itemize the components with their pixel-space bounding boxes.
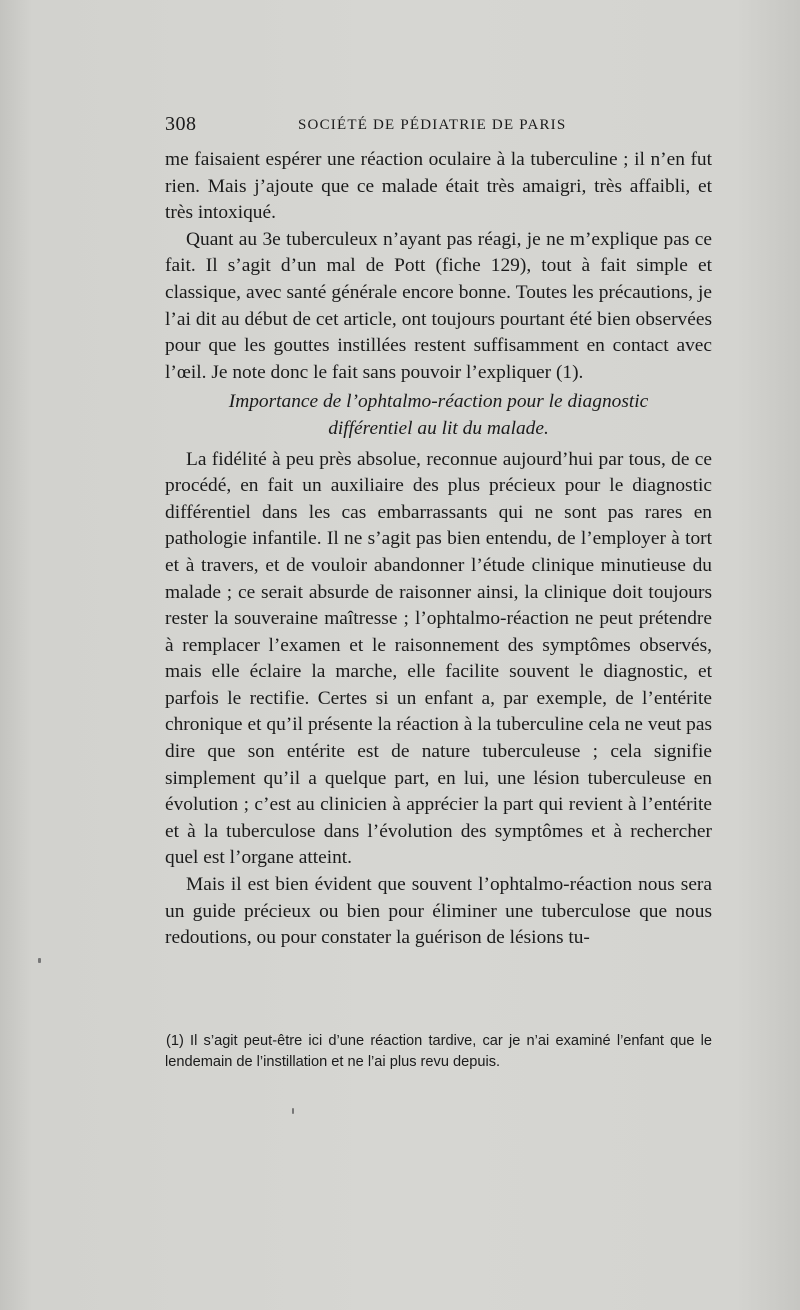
section-heading — [165, 389, 712, 442]
section-heading-line-2: différentiel au lit du malade. — [328, 417, 549, 439]
scan-speck — [38, 958, 41, 963]
footnote: (1) Il s’agit peut-être ici d’une réaction tardive, car je n’ai examiné l’enfant que le lendemain de l’instillation et ne l’ai plus revu depuis. — [165, 1033, 712, 1070]
page-number: 308 — [165, 113, 197, 135]
scan-speck — [292, 1108, 294, 1114]
body-text — [165, 147, 712, 952]
running-title: SOCIÉTÉ DE PÉDIATRIE DE PARIS — [298, 117, 567, 133]
paragraph-continued: me faisaient espérer une réaction oculaire à la tuberculine ; il n’en fut rien. Mais j’ajoute que ce malade était très amaigri, très affaibli, et très intoxiqué. — [165, 149, 712, 224]
paragraph-third-case: Quant au 3e tuberculeux n’ayant pas réagi, je ne m’explique pas ce fait. Il s’agit d’un mal de Pott (fiche 129), tout à fait simple et classique, avec santé générale encore bonne. Toutes les précautions, je l’ai dit au début de cet article, ont toujours pourtant été bien observées pour que les gouttes instillées restent suffisamment en contact avec l’œil. Je note donc le fait sans pouvoir l’expliquer (1). — [165, 228, 712, 383]
page-header — [165, 113, 725, 141]
paragraph-fidelity: La fidélité à peu près absolue, reconnue aujourd’hui par tous, de ce procédé, en fait un auxiliaire des plus précieux pour le diagnostic différentiel dans les cas embarrassants qui ne sont pas rares en pathologie infantile. Il ne s’agit pas bien entendu, de l’employer à tort et à travers, et de vouloir abandonner l’étude clinique minutieuse du malade ; ce serait absurde de raisonner ainsi, la clinique doit toujours rester la souveraine maîtresse ; l’ophtalmo-réaction ne peut prétendre à remplacer l’examen et le raisonnement des symptômes observés, mais elle éclaire la marche, elle facilite souvent le diagnostic, et parfois le rectifie. Certes si un enfant a, par exemple, de l’entérite chronique et qu’il présente la réaction à la tuberculine cela ne veut pas dire que son entérite est de nature tuberculeuse ; cela signifie simplement qu’il a quelque part, en lui, une lésion tuberculeuse en évolution ; c’est au clinicien à apprécier la part qui revient à l’entérite et à la tuberculose dans l’évolution des symptômes et à rechercher quel est l’organe atteint. — [165, 448, 712, 869]
paragraph-guide: Mais il est bien évident que souvent l’ophtalmo-réaction nous sera un guide précieux ou bien pour éliminer une tuberculose que nous redoutions, ou pour constater la guérison de lésions tu- — [165, 874, 712, 949]
section-heading-line-1: Importance de l’ophtalmo-réaction pour le diagnostic — [228, 391, 649, 413]
